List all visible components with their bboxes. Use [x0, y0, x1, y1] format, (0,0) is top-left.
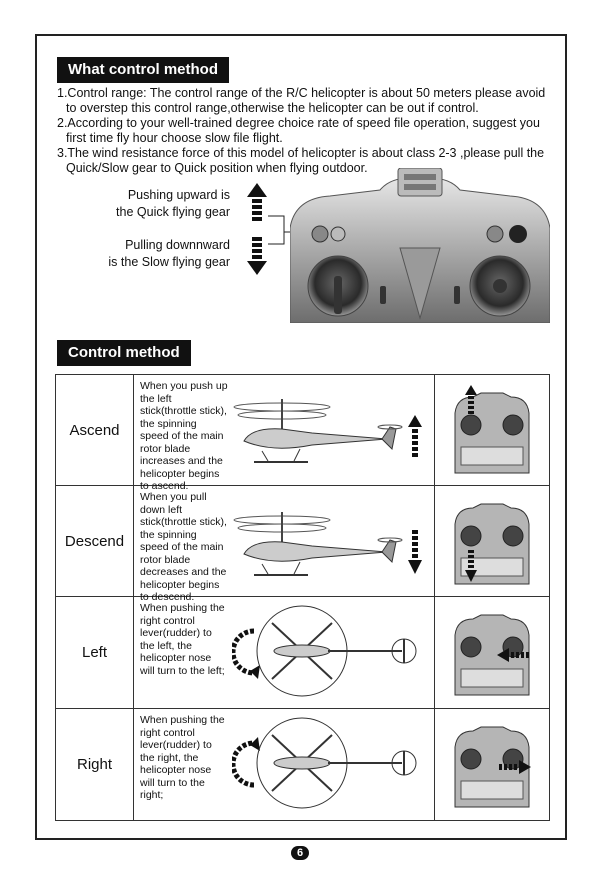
helicopter-side-ascend-image	[232, 379, 427, 479]
control-notes	[57, 86, 559, 176]
page-number: 6	[291, 846, 309, 860]
description-ascend: When you push up the left stick(throttle stick), the spinning speed of the main rotor blade increases and the helicopter begins to ascend.	[140, 380, 228, 492]
remote-cell-left	[435, 597, 550, 709]
note-3: 3.The wind resistance force of this model of helicopter is about class 2-3 ,please pull the Quick/Slow gear to Quick position when flying outdoor.	[57, 146, 545, 175]
action-label-descend: Descend	[56, 486, 134, 597]
quick-gear-label: Pushing upward is the Quick flying gear	[116, 188, 230, 219]
helicopter-side-descend-image	[232, 490, 427, 590]
description-cell-descend	[134, 486, 435, 603]
table-row-descend	[56, 486, 550, 597]
section-title-what-control: What control method	[57, 57, 229, 83]
gear-labels	[60, 187, 230, 277]
control-method-table	[55, 374, 550, 821]
remote-left-image	[451, 605, 533, 697]
description-descend: When you pull down left stick(throttle stick), the spinning speed of the main rotor blade decreases and the helicopter begins to descend.	[140, 491, 227, 603]
note-2: 2.According to your well-trained degree choice rate of speed file operation, suggest you first time fly hour choose slow file flight.	[57, 116, 540, 145]
remote-cell-right	[435, 709, 550, 821]
description-cell-left	[134, 597, 435, 709]
table-row-ascend	[56, 375, 550, 486]
remote-ascend-image	[451, 383, 533, 475]
description-left: When pushing the right control lever(rudder) to the left, the helicopter nose will turn to the left;	[140, 602, 225, 677]
slow-gear-label: Pulling downnward is the Slow flying gear	[108, 238, 230, 269]
description-right: When pushing the right control lever(rudder) to the right, the helicopter nose will turn to the right;	[140, 714, 225, 801]
transmitter-image	[290, 168, 550, 323]
gear-switch-arrow-icon	[246, 183, 268, 275]
helicopter-top-right-image	[232, 713, 427, 813]
helicopter-top-left-image	[232, 601, 427, 701]
section-title-control-method: Control method	[57, 340, 191, 366]
remote-right-image	[451, 717, 533, 809]
action-label-ascend: Ascend	[56, 375, 134, 486]
remote-cell-ascend	[435, 375, 550, 486]
description-cell-right	[134, 709, 435, 821]
table-row-left	[56, 597, 550, 709]
remote-cell-descend	[435, 486, 550, 597]
action-label-right: Right	[56, 709, 134, 821]
description-cell-ascend	[134, 375, 435, 492]
remote-descend-image	[451, 494, 533, 586]
action-label-left: Left	[56, 597, 134, 709]
note-1: 1.Control range: The control range of the R/C helicopter is about 50 meters please avoid to overstep this control range,otherwise the helicopter can be out if control.	[57, 86, 546, 115]
table-row-right	[56, 709, 550, 821]
